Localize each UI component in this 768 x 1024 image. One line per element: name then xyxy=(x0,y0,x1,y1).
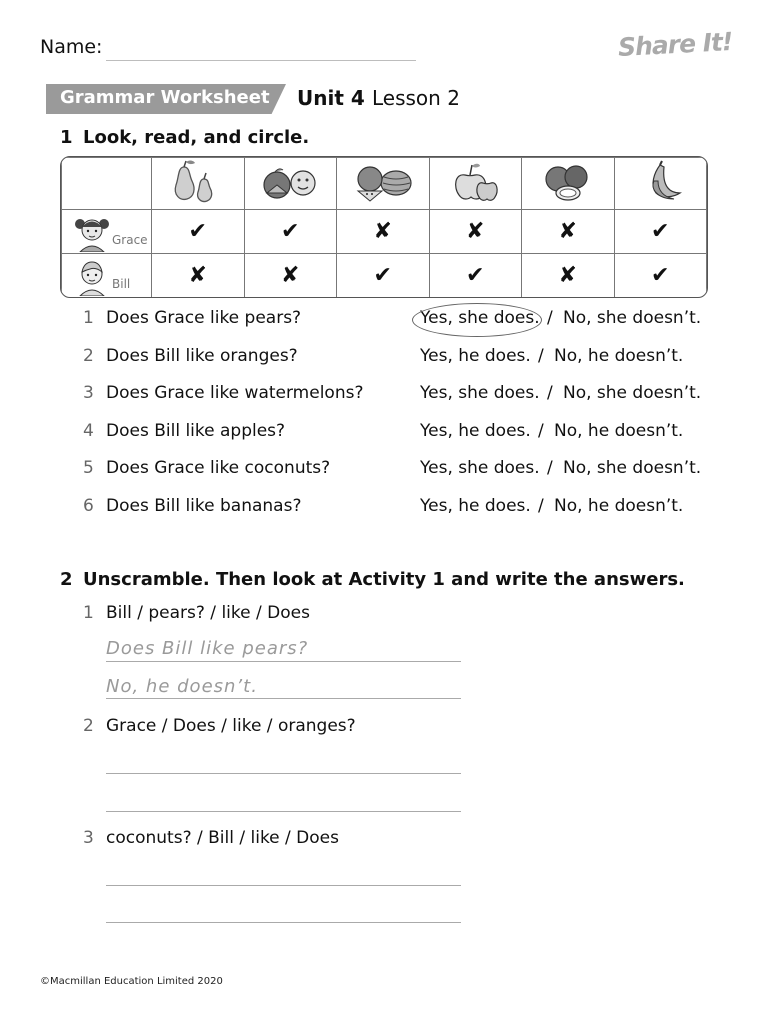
answer-yes-option[interactable]: Yes, she does. xyxy=(420,458,540,478)
writing-line[interactable] xyxy=(106,698,461,699)
writing-line[interactable] xyxy=(106,811,461,812)
question-number: 3 xyxy=(83,383,94,403)
bill-bananas-mark: ✔ xyxy=(614,254,707,298)
answer-no-option[interactable]: No, she doesn’t. xyxy=(563,383,702,403)
pears-picture xyxy=(152,158,245,210)
grace-pears-mark: ✔ xyxy=(152,210,245,254)
bananas-picture xyxy=(614,158,707,210)
table-row-grace xyxy=(62,210,707,254)
activity2-number: 2 xyxy=(60,569,73,590)
handwritten-answer: No, he doesn’t. xyxy=(106,676,258,697)
answer-separator: / xyxy=(538,346,544,366)
grace-bananas-mark: ✔ xyxy=(614,210,707,254)
unit-label: Unit 4 xyxy=(297,86,365,110)
bill-avatar xyxy=(72,256,112,296)
copyright-footer: ©Macmillan Education Limited 2020 xyxy=(40,976,223,987)
answer-yes-option[interactable]: Yes, he does. xyxy=(420,346,531,366)
writing-line[interactable] xyxy=(106,773,461,774)
share-it-logo: Share It! xyxy=(617,27,734,62)
bill-coconuts-mark: ✘ xyxy=(522,254,615,298)
grace-label: Grace xyxy=(112,233,148,247)
answer-yes-option[interactable]: Yes, he does. xyxy=(420,496,531,516)
answer-circle xyxy=(412,303,542,337)
answer-no-option[interactable]: No, he doesn’t. xyxy=(554,346,684,366)
apples-picture xyxy=(429,158,522,210)
grace-avatar xyxy=(72,212,112,252)
answer-no-option[interactable]: No, she doesn’t. xyxy=(563,308,702,328)
bill-label: Bill xyxy=(112,277,131,291)
answer-separator: / xyxy=(547,383,553,403)
unscramble-number: 3 xyxy=(83,828,94,848)
answer-yes-option[interactable]: Yes, she does. xyxy=(420,308,540,328)
answer-separator: / xyxy=(538,421,544,441)
coconuts-picture xyxy=(522,158,615,210)
question-number: 5 xyxy=(83,458,94,478)
answer-no-option[interactable]: No, he doesn’t. xyxy=(554,496,684,516)
grace-apples-mark: ✘ xyxy=(429,210,522,254)
bill-cell xyxy=(62,254,152,298)
question-number: 2 xyxy=(83,346,94,366)
table-corner xyxy=(62,158,152,210)
answer-yes-option[interactable]: Yes, he does. xyxy=(420,421,531,441)
answer-separator: / xyxy=(547,458,553,478)
bill-oranges-mark: ✘ xyxy=(244,254,337,298)
grace-watermelons-mark: ✘ xyxy=(337,210,430,254)
bill-apples-mark: ✔ xyxy=(429,254,522,298)
question-number: 4 xyxy=(83,421,94,441)
activity2-title: Unscramble. Then look at Activity 1 and write the answers. xyxy=(83,569,685,590)
answer-yes-option[interactable]: Yes, she does. xyxy=(420,383,540,403)
grace-coconuts-mark: ✘ xyxy=(522,210,615,254)
answer-no-option[interactable]: No, he doesn’t. xyxy=(554,421,684,441)
writing-line[interactable] xyxy=(106,661,461,662)
question-text: Does Bill like bananas? xyxy=(106,496,302,516)
question-text: Does Bill like apples? xyxy=(106,421,286,441)
oranges-picture xyxy=(244,158,337,210)
question-number: 1 xyxy=(83,308,94,328)
lesson-label: Lesson 2 xyxy=(372,86,460,110)
question-number: 6 xyxy=(83,496,94,516)
activity1-title: Look, read, and circle. xyxy=(83,127,310,148)
name-label: Name: xyxy=(40,36,103,58)
answer-separator: / xyxy=(538,496,544,516)
question-text: Does Bill like oranges? xyxy=(106,346,298,366)
writing-line[interactable] xyxy=(106,885,461,886)
unscramble-number: 1 xyxy=(83,603,94,623)
table-row-bill xyxy=(62,254,707,298)
question-text: Does Grace like pears? xyxy=(106,308,302,328)
unscramble-prompt: Bill / pears? / like / Does xyxy=(106,603,310,623)
handwritten-question: Does Bill like pears? xyxy=(106,638,309,659)
grace-oranges-mark: ✔ xyxy=(244,210,337,254)
question-text: Does Grace like coconuts? xyxy=(106,458,331,478)
unscramble-prompt: coconuts? / Bill / like / Does xyxy=(106,828,339,848)
writing-line[interactable] xyxy=(106,922,461,923)
name-input-line[interactable] xyxy=(106,60,416,61)
bill-pears-mark: ✘ xyxy=(152,254,245,298)
unscramble-prompt: Grace / Does / like / oranges? xyxy=(106,716,356,736)
activity1-number: 1 xyxy=(60,127,73,148)
answer-separator: / xyxy=(547,308,553,328)
grace-cell xyxy=(62,210,152,254)
likes-table xyxy=(60,156,708,298)
bill-watermelons-mark: ✔ xyxy=(337,254,430,298)
answer-no-option[interactable]: No, she doesn’t. xyxy=(563,458,702,478)
question-text: Does Grace like watermelons? xyxy=(106,383,364,403)
watermelons-picture xyxy=(337,158,430,210)
worksheet-banner-title: Grammar Worksheet xyxy=(60,87,270,108)
unscramble-number: 2 xyxy=(83,716,94,736)
table-header-row xyxy=(62,158,707,210)
